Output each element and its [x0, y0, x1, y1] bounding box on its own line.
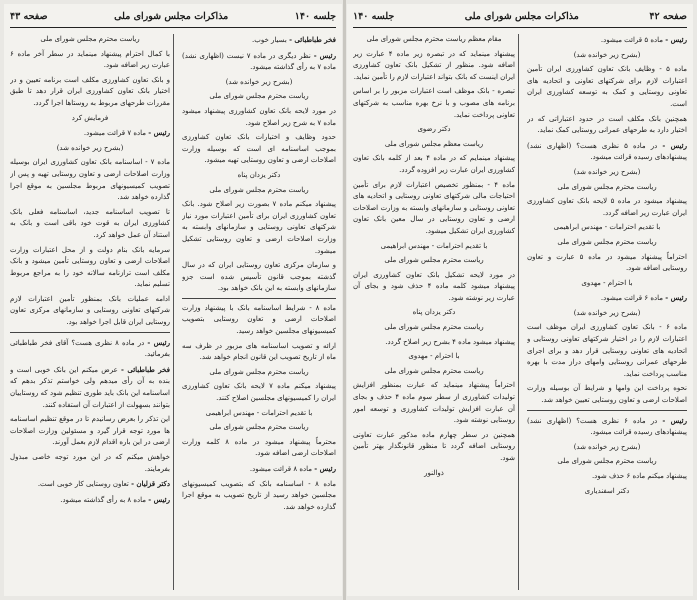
body-paragraph: همچنین بانک مکلف است در حدود اعتباراتی که در اختیار دارد به طرحهای عمرانی روستایی کمک نماید.	[527, 114, 687, 135]
body-paragraph: حدود وظایف و اختیارات بانک تعاون کشاورزی بموجب اساسنامه ای است که بوسیله وزارت اصلاحات ارضی و تعاون روستایی تهیه میشود.	[182, 133, 336, 165]
procedural-note: (بشرح زیر خوانده شد)	[573, 442, 641, 451]
signature-line: دکتر یزدان پناه	[412, 308, 456, 317]
speaker-text: ماده ۸ قرائت میشود.	[249, 465, 313, 473]
body-paragraph: پیشنهاد مینمایم که در ماده ۴ بعد از کلمه بانک تعاون کشاورزی ایران عبارت زیر افزوده گردد.	[353, 154, 515, 174]
signature-line: با تقدیم احترامات - مهندس ابراهیمی	[380, 241, 488, 250]
right-page-number: صفحه ۴۲	[649, 11, 687, 22]
address-line: ریاست محترم مجلس شورای ملی	[557, 237, 657, 246]
address-line: ریاست محترم مجلس شورای ملی	[209, 92, 309, 101]
right-page-title: مذاکرات مجلس شورای ملی	[464, 11, 579, 22]
speaker-text: ماده ۷ قرائت میشود.	[83, 129, 147, 138]
body-paragraph: تبصره - بانک موظف است اعتبارات مزبور را بر اساس برنامه های مصوب و با نرخ بهره مناسب به شرکتهای تعاونی پرداخت نماید.	[353, 87, 515, 119]
body-paragraph: پیشنهاد میشود در ماده ۵ لایحه بانک تعاون کشاورزی ایران عبارت زیر اضافه گردد.	[527, 197, 687, 217]
speaker-name: فخر طباطبائی -	[121, 364, 170, 374]
signature-line: فرمایش کرد	[71, 113, 109, 122]
body-paragraph: ماده ۸ - اساسنامه بانک که بتصویب کمیسیونهای مجلسین خواهد رسید از تاریخ تصویب به موقع اجرا گذارده خواهد شد.	[182, 479, 336, 511]
signature-line: با تقدیم احترامات - مهندس ابراهیمی	[205, 408, 313, 417]
body-paragraph: پیشنهاد میکنم ماده ۷ لایحه بانک تعاون کشاورزی ایران را کمیسیونهای مجلسین اصلاح کنند.	[182, 382, 336, 403]
body-paragraph: در مورد لایحه تشکیل بانک تعاون کشاورزی ایران پیشنهاد میشود کلمه ماده ۴ حذف شود و بجای آن عبارت زیر نوشته شود.	[353, 270, 515, 302]
address-line: مقام معظم ریاست محترم مجلس شورای ملی	[366, 35, 502, 43]
speaker-text: ماده ۵ قرائت میشود.	[600, 36, 664, 44]
body-paragraph: خواهش میکنم که در این مورد توجه خاصی مبذول بفرمایند.	[10, 453, 170, 473]
right-page	[347, 4, 693, 596]
speaker-paragraph	[10, 494, 170, 507]
speaker-text: بسیار خوب.	[252, 36, 287, 44]
left-page	[4, 4, 342, 596]
speaker-paragraph	[182, 34, 336, 47]
speaker-name: فخر طباطبائی -	[289, 35, 336, 44]
signature-line: دکتر یزدان پناه	[237, 170, 281, 179]
speaker-name: رئیس -	[665, 293, 687, 303]
left-page-column-right	[182, 34, 336, 592]
left-page-title: مذاکرات مجلس شورای ملی	[114, 11, 229, 22]
right-page-column-right	[527, 34, 687, 592]
speaker-text: در ماده ۵ نظری هست؟ (اظهاری نشد) پیشنهادهای رسیده قرائت میشود.	[527, 141, 687, 162]
signature-line: دکتر اسفندیاری	[584, 486, 630, 495]
left-page-header	[10, 8, 336, 28]
address-line: ریاست محترم مجلس شورای ملی	[557, 182, 657, 191]
speaker-name: دکتر قزلیان -	[131, 479, 170, 489]
address-line: ریاست محترم مجلس شورای ملی	[209, 367, 309, 376]
speaker-paragraph	[182, 463, 336, 476]
body-paragraph: ماده ۶ - بانک تعاون کشاورزی ایران موظف است اعتبارات لازم را در اختیار شرکتهای تعاونی روستایی و اتحادیه های تعاونی روستایی قرار دهد و برای اجرای طرحهای عمرانی روستایی وامهای دراز مدت با بهره مناسب پرداخت نماید.	[527, 323, 687, 378]
body-paragraph: این تذکر را بعرض رسانیدم تا در موقع تنظیم اساسنامه ها مورد توجه قرار گیرد و مسئولین وزارت اصلاحات ارضی در این باره اقدام لازم بعمل آورند.	[10, 415, 170, 447]
body-paragraph: نحوه پرداخت این وامها و شرایط آن بوسیله وزارت اصلاحات ارضی و تعاون روستایی تعیین خواهد شد.	[527, 384, 687, 405]
procedural-note: (بشرح زیر خوانده شد)	[573, 50, 641, 59]
right-page-session: جلسه ۱۴۰	[353, 11, 395, 22]
speaker-name: رئیس -	[148, 128, 170, 138]
signature-line: ذوالنور	[424, 468, 444, 477]
right-page-column-rule	[518, 34, 519, 590]
procedural-note: (بشرح زیر خوانده شد)	[573, 308, 641, 317]
body-paragraph: پیشنهاد میشود ماده ۴ بشرح زیر اصلاح گردد.	[385, 337, 515, 346]
body-paragraph: با کمال احترام پیشنهاد مینماید در سطر آخر ماده ۶ عبارت زیر اضافه شود.	[10, 49, 170, 70]
speaker-name: رئیس -	[147, 337, 170, 347]
body-paragraph: احتراماً پیشنهاد مینماید که عبارت بمنظور افزایش تولیدات کشاورزی از سطر سوم ماده ۴ حذف و بجای آن عبارت افزایش تولیدات کشاورزی و توسعه امور روستایی نوشته شود.	[353, 381, 515, 425]
right-page-header	[353, 8, 687, 28]
address-line: ریاست معظم مجلس شورای ملی	[384, 139, 484, 148]
speaker-paragraph	[10, 478, 170, 491]
body-paragraph: سرمایه بانک بنام دولت و از محل اعتبارات وزارت اصلاحات ارضی و تعاون روستایی تأمین میشود و بانک مکلف است ترازنامه سالانه خود را به مراجع مربوط تسلیم نماید.	[10, 245, 170, 289]
section-divider	[527, 410, 687, 411]
speaker-paragraph	[527, 292, 687, 305]
signature-line: با تقدیم احترامات - مهندس ابراهیمی	[553, 223, 661, 232]
speaker-paragraph	[182, 50, 336, 74]
body-paragraph: و بانک تعاون کشاورزی مکلف است برنامه تعیین و در اختیار بانک تعاون کشاورزی ایران قرار دهد تا طبق مقررات طرحهای مربوط به روستاها اجرا گردد.	[10, 75, 170, 107]
speaker-paragraph	[527, 415, 687, 439]
speaker-text: ماده ۶ قرائت میشود.	[600, 294, 664, 303]
signature-line: با احترام - مهدوی	[408, 352, 460, 361]
body-paragraph: ماده ۴ - بمنظور تخصیص اعتبارات لازم برای تأمین احتیاجات مالی شرکتهای تعاونی روستایی و اتحادیه های تعاونی روستایی و سازمانهای وابسته به وزارت اصلاحات ارضی و تعاون روستایی در سال معین بانک تعاون کشاورزی ایران تشکیل میشود.	[353, 180, 515, 235]
body-paragraph: احتراماً پیشنهاد میشود در ماده ۵ عبارت و تعاون روستایی اضافه شود.	[527, 252, 687, 273]
speaker-text: نظر دیگری در ماده ۷ نیست (اظهاری نشد) ماده ۷ به رأی گذاشته میشود.	[182, 51, 336, 72]
speaker-name: رئیس -	[662, 415, 687, 425]
body-paragraph: همچنین در سطر چهارم ماده مذکور عبارت تعاونی روستایی اضافه گردد تا منظور قانونگذار بهتر تأمین شود.	[353, 430, 515, 462]
address-line: ریاست محترم مجلس شورای ملی	[384, 366, 484, 375]
procedural-note: (بشرح زیر خوانده شد)	[225, 77, 293, 86]
section-divider	[10, 332, 170, 333]
body-paragraph: ارائه و تصویب اساسنامه های مزبور در ظرف سه ماه از تاریخ تصویب این قانون انجام خواهد شد.	[182, 341, 336, 362]
speaker-text: ماده ۸ به رأی گذاشته میشود.	[60, 495, 147, 504]
body-paragraph: پیشنهاد میکنم ماده ۷ بصورت زیر اصلاح شود. بانک تعاون کشاورزی ایران برای تأمین اعتبارات مورد نیاز شرکتهای تعاونی روستایی و سازمانهای وابسته به وزارت اصلاحات ارضی و تعاون روستایی تشکیل میشود.	[182, 200, 336, 255]
body-paragraph: محترماً پیشنهاد میشود در ماده ۸ کلمه وزارت اصلاحات ارضی اضافه شود.	[182, 437, 336, 458]
procedural-note: (بشرح زیر خوانده شد)	[573, 167, 641, 176]
address-line: ریاست محترم مجلس شورای ملی	[384, 323, 484, 332]
left-page-session: جلسه ۱۴۰	[294, 11, 336, 22]
body-paragraph: و سازمان مرکزی تعاون روستایی ایران که در سال گذشته بموجب قانون تأسیس شده است جزو سازمانهای وابسته به این بانک خواهد بود.	[182, 261, 336, 293]
left-page-column-left	[10, 34, 170, 592]
speaker-paragraph	[527, 140, 687, 164]
section-divider	[182, 298, 336, 299]
signature-line: با احترام - مهدوی	[581, 278, 633, 287]
page-gutter	[343, 0, 346, 600]
left-page-column-rule	[173, 34, 174, 590]
address-line: ریاست محترم مجلس شورای ملی	[557, 457, 657, 466]
speaker-paragraph	[10, 127, 170, 140]
speaker-name: رئیس -	[313, 50, 336, 60]
speaker-text: در ماده ۶ نظری هست؟ (اظهاری نشد) پیشنهادهای رسیده قرائت میشود.	[527, 416, 687, 437]
speaker-name: رئیس -	[662, 140, 687, 150]
body-paragraph: ماده ۷ - اساسنامه بانک تعاون کشاورزی ایران بوسیله وزارت اصلاحات ارضی و تعاون روستایی تهیه و پس از تصویب کمیسیونهای مربوط مجلسین به موقع اجرا گذارده خواهد شد.	[10, 158, 170, 202]
address-line: ریاست محترم مجلس شورای ملی	[209, 185, 309, 194]
body-paragraph: ادامه عملیات بانک بمنظور تأمین اعتبارات لازم شرکتهای تعاونی روستایی و سازمانهای مرکزی تعاون روستایی ایران قابل اجرا خواهد بود.	[10, 294, 170, 327]
speaker-text: عرض میکنم این بانک خوبی است و بنده به آن رأی میدهم ولی خواستم تذکر بدهم که اساسنامه این بانک باید طوری تنظیم شود که روستاییان بتوانند بسهولت از اعتبارات آن استفاده کنند.	[10, 365, 170, 409]
body-paragraph: پیشنهاد مینماید که در تبصره زیر ماده ۴ عبارت زیر اضافه شود. منظور از تشکیل بانک تعاون کشاورزی ایران اینست که بانک بتواند اعتبارات لازم را تأمین نماید.	[353, 49, 515, 81]
body-paragraph: ماده ۸ - شرایط اساسنامه بانک با پیشنهاد وزارت اصلاحات ارضی و تعاون روستایی بتصویب کمیسیونهای مجلسین خواهد رسید.	[182, 303, 336, 336]
address-line: ریاست محترم مجلس شورای ملی	[209, 423, 309, 432]
speaker-name: رئیس -	[314, 464, 336, 473]
address-line: ریاست محترم مجلس شورای ملی	[384, 256, 484, 265]
body-paragraph: در مورد لایحه بانک تعاون کشاورزی پیشنهاد میشود ماده ۷ به شرح زیر اصلاح شود.	[182, 106, 336, 127]
body-paragraph: پیشنهاد میکنم ماده ۶ حذف شود.	[591, 472, 687, 480]
speaker-paragraph	[10, 364, 170, 411]
body-paragraph: ماده ۵ - وظایف بانک تعاون کشاورزی ایران تأمین اعتبارات لازم برای شرکتهای تعاونی و اتحادیه های تعاونی روستایی و کمک به توسعه کشاورزی ایران است.	[527, 65, 687, 108]
speaker-name: رئیس -	[148, 494, 170, 504]
procedural-note: (بشرح زیر خوانده شد)	[56, 143, 124, 152]
speaker-name: رئیس -	[665, 35, 687, 44]
left-page-number: صفحه ۴۳	[10, 11, 48, 22]
speaker-text: در ماده ۸ نظری هست؟ آقای فخر طباطبائی بفرمائید.	[10, 338, 170, 359]
address-line: ریاست محترم مجلس شورای ملی	[40, 35, 140, 43]
signature-line: دکتر رضوی	[417, 125, 451, 134]
right-page-column-left	[353, 34, 515, 592]
body-paragraph: تا تصویب اساسنامه جدید، اساسنامه فعلی بانک کشاورزی ایران به قوت خود باقی است و بانک به استناد آن عمل خواهد کرد.	[10, 207, 170, 239]
speaker-text: تعاون روستایی کار خوبی است.	[37, 480, 129, 489]
speaker-paragraph	[527, 34, 687, 47]
speaker-paragraph	[10, 337, 170, 361]
